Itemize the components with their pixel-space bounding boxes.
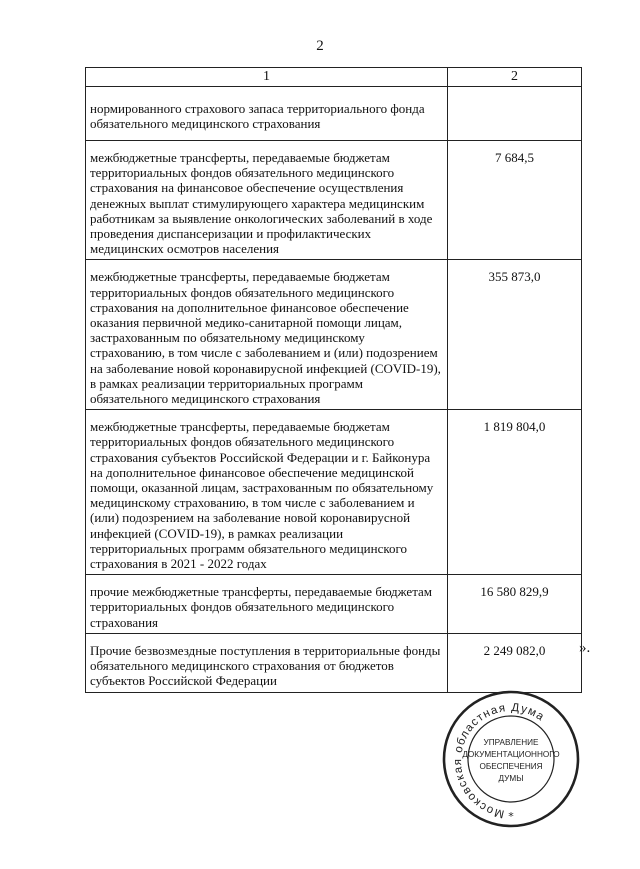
official-stamp <box>440 690 582 828</box>
row-amount: 7 684,5 <box>448 141 582 260</box>
row-description: межбюджетные трансферты, передаваемые бюджетам территориальных фондов обязательного медицинского страхования на финансовое обеспечение осуществления денежных выплат стимулирующего характера медицинским работникам за выявление онкологических заболеваний в ходе проведения диспансеризации и профилактических медицинских осмотров населения <box>86 141 448 260</box>
closing-quote-mark: ». <box>579 640 591 656</box>
table-row <box>86 410 582 575</box>
stamp-ring-text: Московская областная Дума <box>452 701 547 820</box>
row-amount: 1 819 804,0 <box>448 410 582 575</box>
column-header-2: 2 <box>448 68 582 87</box>
stamp-line-1: УПРАВЛЕНИЕ <box>483 738 539 747</box>
row-amount <box>448 87 582 141</box>
page-number: 2 <box>316 38 324 54</box>
table-row <box>86 633 582 692</box>
row-description: нормированного страхового запаса территориального фонда обязательного медицинского страхования <box>86 87 448 141</box>
row-description: межбюджетные трансферты, передаваемые бюджетам территориальных фондов обязательного медицинского страхования на дополнительное финансовое обеспечение оказания первичной медико-санитарной помощи лицам, застрахованным по обязательному медицинскому страхованию, в том числе с заболеванием и (или) подозрением на заболевание новой коронавирусной инфекцией (COVID-19), в рамках реализации территориальных программ обязательного медицинского страхования <box>86 260 448 410</box>
row-amount: 16 580 829,9 <box>448 575 582 634</box>
row-description: межбюджетные трансферты, передаваемые бюджетам территориальных фондов обязательного медицинского страхования субъектов Российской Федерации и г. Байконура на дополнительное финансовое обеспечение медицинской помощи, оказанной лицам, застрахованным по обязательному медицинскому страхованию, в том числе с заболеванием и (или) подозрением на заболевание новой коронавирусной инфекцией (COVID-19), в рамках реализации территориальных программ обязательного медицинского страхования в 2021 - 2022 годах <box>86 410 448 575</box>
stamp-line-3: ОБЕСПЕЧЕНИЯ <box>479 762 543 771</box>
stamp-line-4: ДУМЫ <box>498 774 524 783</box>
column-header-1: 1 <box>86 68 448 87</box>
row-amount: 2 249 082,0 <box>448 633 582 692</box>
budget-table <box>85 67 582 693</box>
row-description: прочие межбюджетные трансферты, передаваемые бюджетам территориальных фондов обязательного медицинского страхования <box>86 575 448 634</box>
table-row <box>86 87 582 141</box>
stamp-line-2: ДОКУМЕНТАЦИОННОГО <box>462 750 560 759</box>
table-row <box>86 141 582 260</box>
row-description: Прочие безвозмездные поступления в территориальные фонды обязательного медицинского страхования от бюджетов субъектов Российской Федерации <box>86 633 448 692</box>
table-row <box>86 575 582 634</box>
stamp-star-icon: * <box>508 810 514 823</box>
table-header-row <box>86 68 582 87</box>
row-amount: 355 873,0 <box>448 260 582 410</box>
stamp-inner-ring <box>468 716 554 802</box>
table-row <box>86 260 582 410</box>
